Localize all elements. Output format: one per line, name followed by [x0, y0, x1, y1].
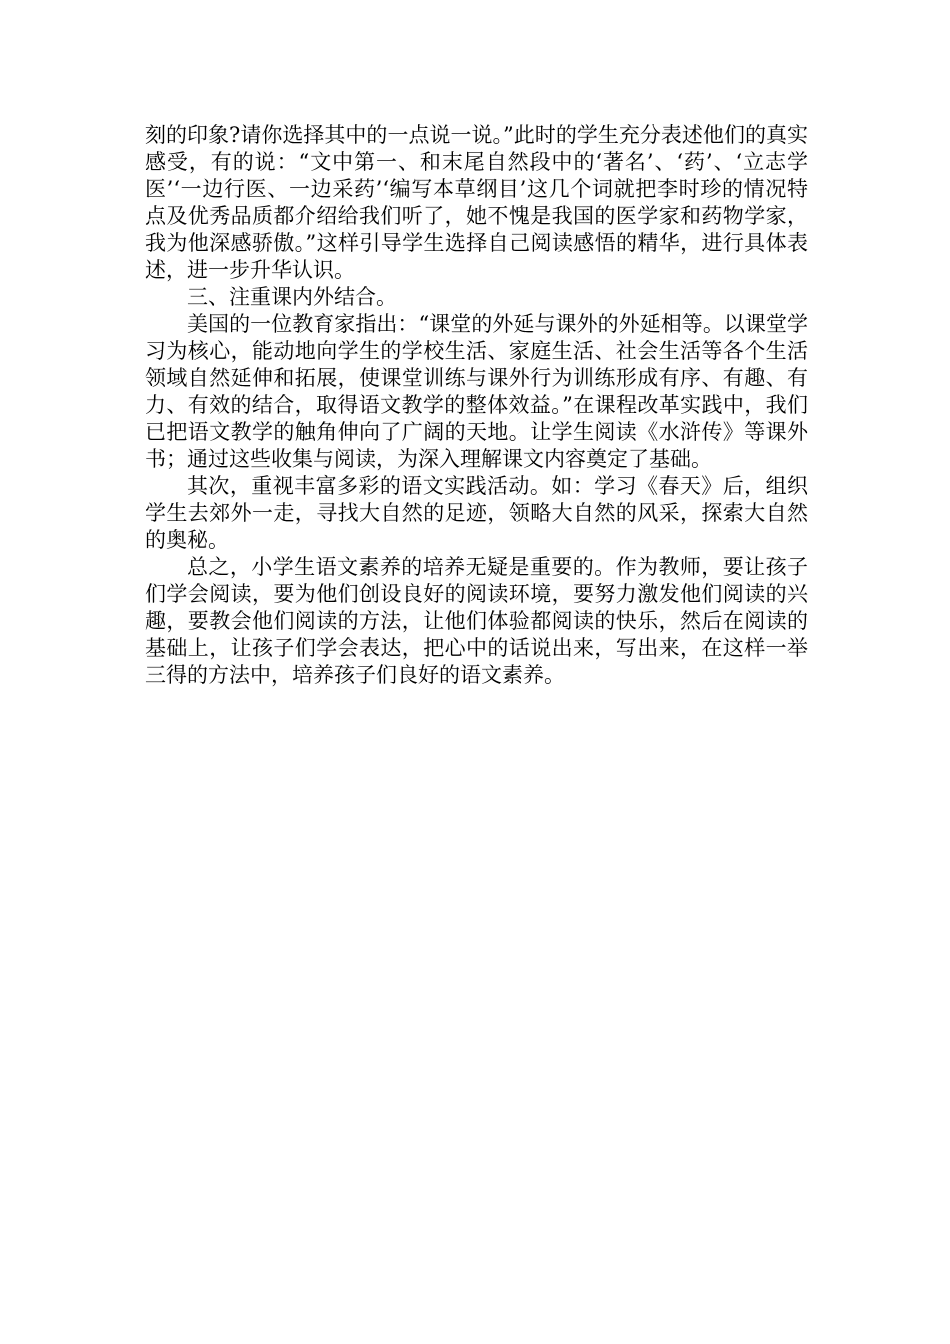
document-body	[145, 122, 808, 689]
section-heading-3: 三、注重课内外结合。	[187, 285, 397, 309]
paragraph-conclusion: 总之，小学生语文素养的培养无疑是重要的。作为教师，要让孩子们学会阅读，要为他们创设良好的阅读环境，要努力激发他们阅读的兴趣，要教会他们阅读的方法，让他们体验都阅读的快乐，然后在阅读的基础上，让孩子们学会表达，把心中的话说出来，写出来，在这样一举三得的方法中，培养孩子们良好的语文素养。	[145, 555, 808, 687]
paragraph-continuation: 刻的印象?请你选择其中的一点说一说。”此时的学生充分表述他们的真实感受，有的说：“文中第一、和末尾自然段中的‘著名’、‘药’、‘立志学医’‘一边行医、一边采药’‘编写本草纲目’这几个词就把李时珍的情况特点及优秀品质都介绍给我们听了，她不愧是我国的医学家和药物学家，我为他深感骄傲。”这样引导学生选择自己阅读感悟的精华，进行具体表述，进一步升华认识。	[145, 123, 808, 282]
paragraph-educator-quote: 美国的一位教育家指出：“课堂的外延与课外的外延相等。以课堂学习为核心，能动地向学生的学校生活、家庭生活、社会生活等各个生活领域自然延伸和拓展，使课堂训练与课外行为训练形成有序、有趣、有力、有效的结合，取得语文教学的整体效益。”在课程改革实践中，我们已把语文教学的触角伸向了广阔的天地。让学生阅读《水浒传》等课外书；通过这些收集与阅读，为深入理解课文内容奠定了基础。	[145, 312, 808, 471]
paragraph-practice-activities: 其次，重视丰富多彩的语文实践活动。如：学习《春天》后，组织学生去郊外一走，寻找大自然的足迹，领略大自然的风采，探索大自然的奥秘。	[145, 474, 808, 552]
